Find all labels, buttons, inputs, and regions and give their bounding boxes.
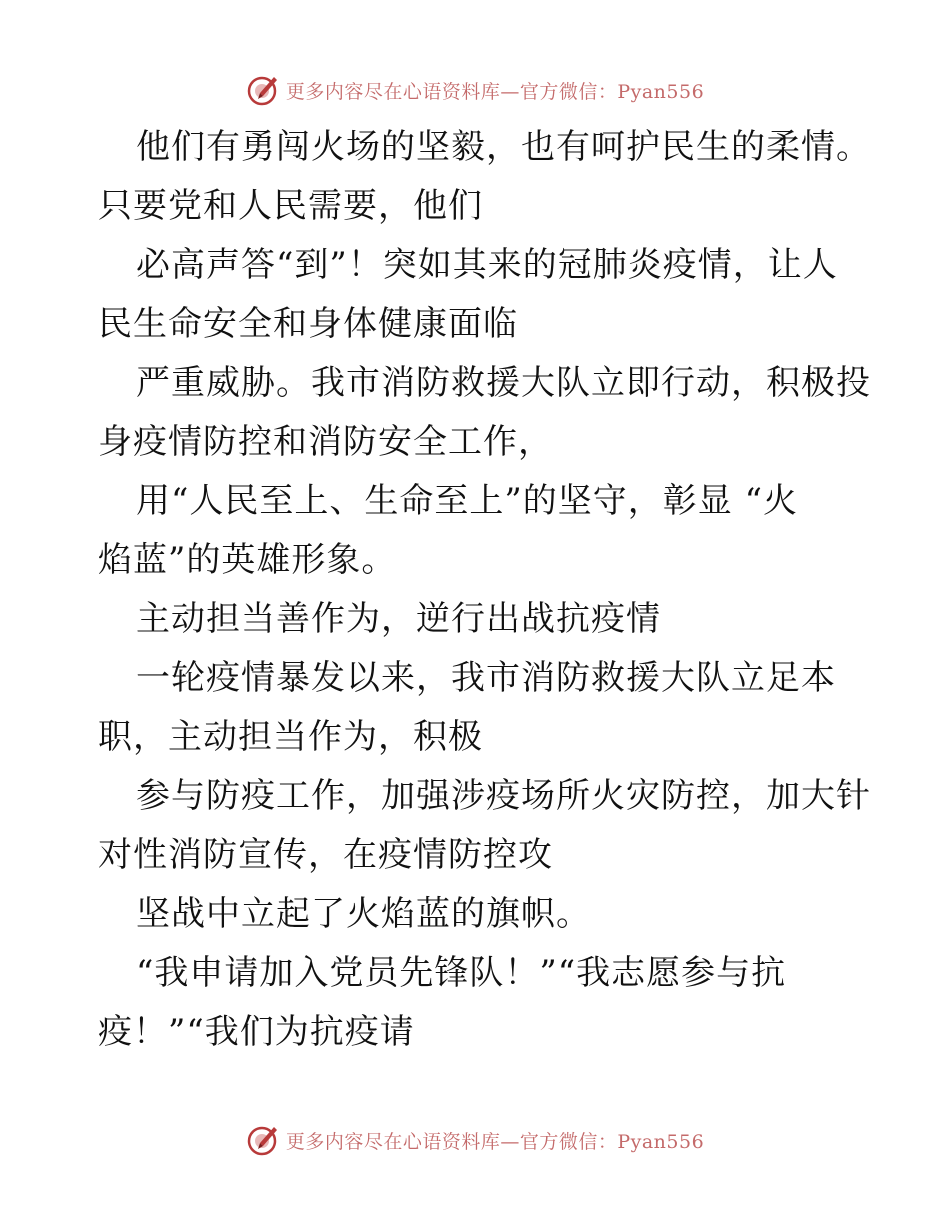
text-line: 必高声答“到”！突如其来的冠肺炎疫情，让人 (136, 245, 838, 285)
pen-seal-logo-icon (246, 1123, 280, 1157)
header-watermark (0, 70, 950, 110)
watermark-text: 更多内容尽在心语资料库—官方微信：Pyan556 (285, 80, 705, 103)
text-line: 焰蓝”的英雄形象。 (98, 540, 397, 580)
watermark-text: 更多内容尽在心语资料库—官方微信：Pyan556 (285, 1130, 705, 1153)
section-heading: 主动担当善作为，逆行出战抗疫情 (136, 599, 661, 639)
text-line: 只要党和人民需要，他们 (98, 186, 483, 226)
text-line: 用“人民至上、生命至上”的坚守，彰显 “火 (136, 481, 798, 521)
text-line: 身疫情防控和消防安全工作， (98, 422, 553, 462)
text-line: “我申请加入党员先锋队！”“我志愿参与抗 (136, 953, 787, 993)
text-line: 对性消防宣传，在疫情防控攻 (98, 835, 553, 875)
text-line: 他们有勇闯火场的坚毅，也有呵护民生的柔情。 (136, 127, 871, 167)
pen-seal-logo-icon (246, 73, 280, 107)
text-line: 参与防疫工作，加强涉疫场所火灾防控，加大针 (136, 776, 871, 816)
text-line: 民生命安全和身体健康面临 (98, 304, 518, 344)
text-line: 一轮疫情暴发以来，我市消防救援大队立足本 (136, 658, 836, 698)
text-line: 疫！”“我们为抗疫请 (98, 1012, 415, 1052)
text-line: 严重威胁。我市消防救援大队立即行动，积极投 (136, 363, 871, 403)
text-line: 职，主动担当作为，积极 (98, 717, 483, 757)
article-body (98, 118, 871, 1062)
footer-watermark (0, 1120, 950, 1160)
text-line: 坚战中立起了火焰蓝的旗帜。 (136, 894, 591, 934)
